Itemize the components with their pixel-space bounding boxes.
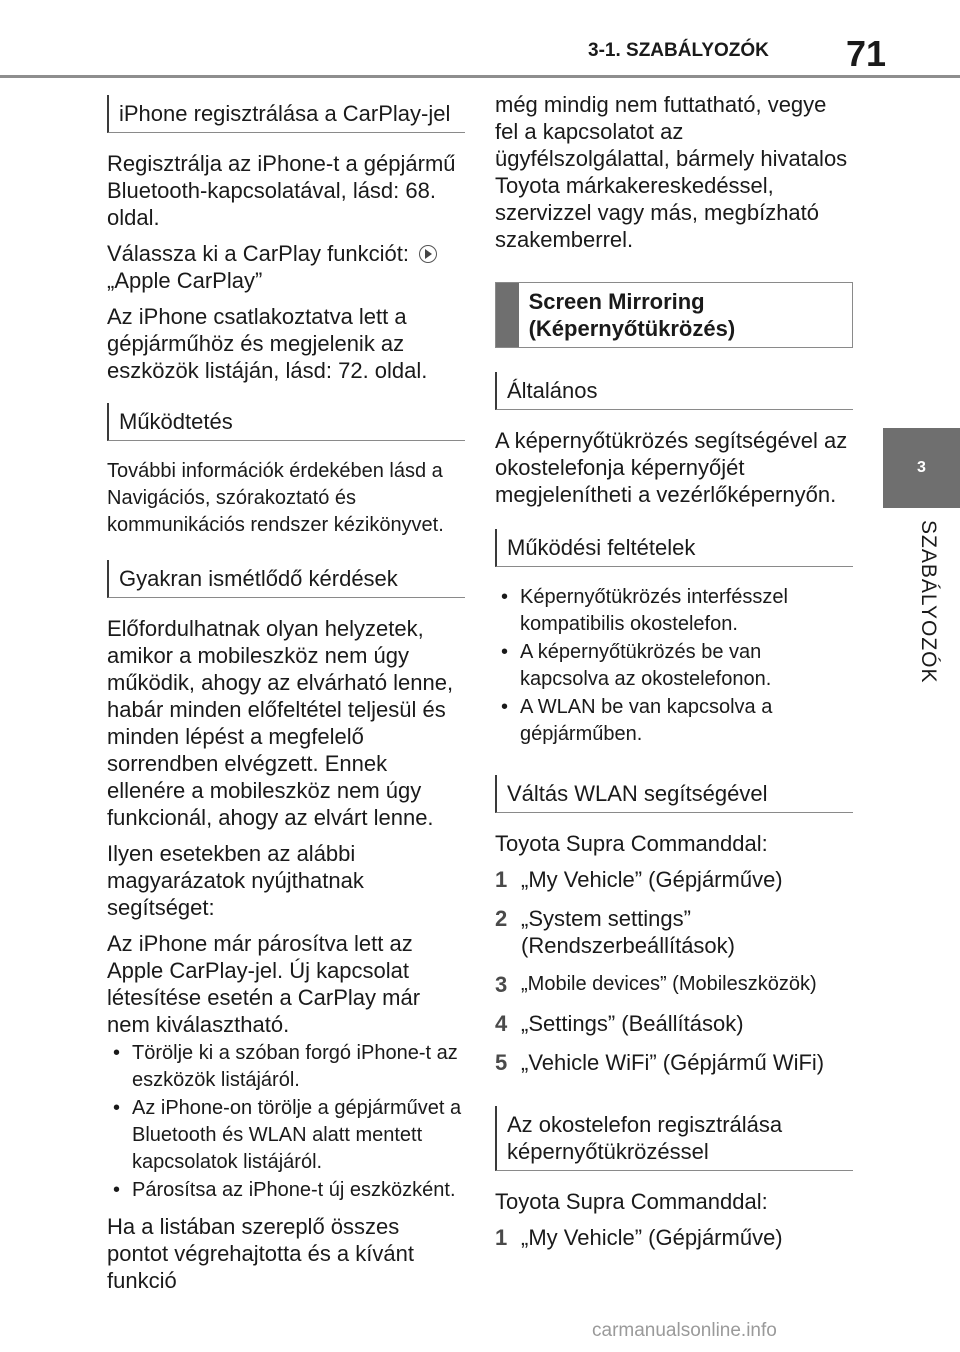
step-item (495, 971, 853, 998)
play-arrow-icon (419, 245, 437, 263)
paragraph-general: A képernyőtükrözés segítségével az okostelefonja képernyőjét megjelenítheti a vezérlőképernyőn. (495, 428, 848, 507)
list-item: • Törölje ki a szóban forgó iPhone-t az eszközök listájáról. (107, 1040, 465, 1094)
step-item (495, 905, 853, 959)
paragraph-paired: Az iPhone már párosítva lett az Apple CarPlay-jel. Új kapcsolat létesítése esetén a CarPlay már nem kiválasztható. (107, 931, 421, 1037)
right-column (495, 91, 853, 1263)
chapter-tab[interactable]: 3 (883, 428, 960, 508)
left-column (107, 95, 465, 1303)
step-number: 1 (495, 1225, 508, 1250)
heading-screen-mirroring (495, 282, 853, 348)
paragraph-continued: még mindig nem futtatható, vegye fel a kapcsolatot az ügyfélszolgálattal, bármely hivatalos Toyota márkakereskedéssel, szervizzel vagy más, megbízható szakemberrel. (495, 92, 848, 252)
step-number: 2 (495, 906, 508, 931)
section-title: 3-1. SZABÁLYOZÓK (588, 40, 769, 61)
subheading-faq: Gyakran ismétlődő kérdések (107, 560, 465, 598)
subheading-register-phone: Az okostelefon regisztrálása képernyőtükrözéssel (495, 1106, 853, 1171)
step-item (495, 866, 853, 893)
step-text: „My Vehicle” (Gépjárműve) (521, 1225, 783, 1250)
step-item (495, 1049, 853, 1076)
paragraph-explanations: Ilyen esetekben az alábbi magyarázatok nyújthatnak segítséget: (107, 841, 364, 920)
step-text: „Settings” (Beállítások) (521, 1011, 744, 1036)
list-item: • Párosítsa az iPhone-t új eszközként. (107, 1177, 465, 1204)
paragraph-commander-2: Toyota Supra Commanddal: (495, 1189, 768, 1214)
subheading-wlan: Váltás WLAN segítségével (495, 775, 853, 813)
list-item: • A képernyőtükrözés be van kapcsolva az okostelefonon. (495, 639, 853, 693)
step-item (495, 1010, 853, 1037)
step-text: „System settings” (Rendszerbeállítások) (521, 906, 735, 958)
subheading-general: Általános (495, 372, 853, 410)
paragraph-select (107, 240, 465, 294)
page-number: 71 (846, 33, 887, 74)
select-text: Válassza ki a CarPlay funkciót: (107, 241, 410, 266)
paragraph-commander-1: Toyota Supra Commanddal: (495, 831, 768, 856)
subheading-operation: Működtetés (107, 403, 465, 441)
heading-text: Screen Mirroring (Képernyőtükrözés) (528, 289, 736, 341)
troubleshoot-list (107, 1040, 465, 1204)
paragraph-more-info: További információk érdekében lásd a Navigációs, szórakoztató és kommunikációs rendszer kézikönyvet. (107, 460, 444, 536)
subheading-conditions: Működési feltételek (495, 529, 853, 567)
list-item: • Az iPhone-on törölje a gépjárművet a Bluetooth és WLAN alatt mentett kapcsolatok listájáról. (107, 1095, 465, 1176)
paragraph-register: Regisztrálja az iPhone-t a gépjármű Bluetooth-kapcsolatával, lásd: 68. oldal. (107, 151, 456, 230)
subheading-iphone-carplay: iPhone regisztrálása a CarPlay-jel (107, 95, 465, 133)
step-text: „Mobile devices” (Mobileszközök) (521, 973, 817, 995)
select-text-2: „Apple CarPlay” (107, 268, 263, 293)
paragraph-if-all: Ha a listában szereplő összes pontot végrehajtotta és a kívánt funkció (107, 1214, 414, 1293)
step-text: „Vehicle WiFi” (Gépjármű WiFi) (521, 1050, 825, 1075)
paragraph-connected: Az iPhone csatlakoztatva lett a gépjárműhöz és megjelenik az eszközök listáján, lásd: 72. oldal. (107, 304, 428, 383)
step-number: 5 (495, 1050, 508, 1075)
step-number: 1 (495, 867, 508, 892)
step-text: „My Vehicle” (Gépjárműve) (521, 867, 783, 892)
header-divider (0, 75, 960, 78)
step-item (495, 1224, 853, 1251)
watermark: carmanualsonline.info (592, 1320, 777, 1341)
list-item: • Képernyőtükrözés interfésszel kompatibilis okostelefon. (495, 584, 853, 638)
heading-bar (496, 283, 519, 347)
conditions-list (495, 584, 853, 748)
paragraph-situations: Előfordulhatnak olyan helyzetek, amikor a mobileszköz nem úgy működik, ahogy az elvárható lenne, habár minden előfeltétel teljesül és minden lépést a megfelelő sorrendben elvégzett. Ennek ellenére a mobileszköz nem úgy funkcionál, ahogy az elvárt lenne. (107, 616, 454, 830)
step-number: 3 (495, 972, 508, 997)
step-number: 4 (495, 1011, 508, 1036)
chapter-tab-label: SZABÁLYOZÓK (917, 520, 940, 684)
list-item: • A WLAN be van kapcsolva a gépjárműben. (495, 694, 853, 748)
